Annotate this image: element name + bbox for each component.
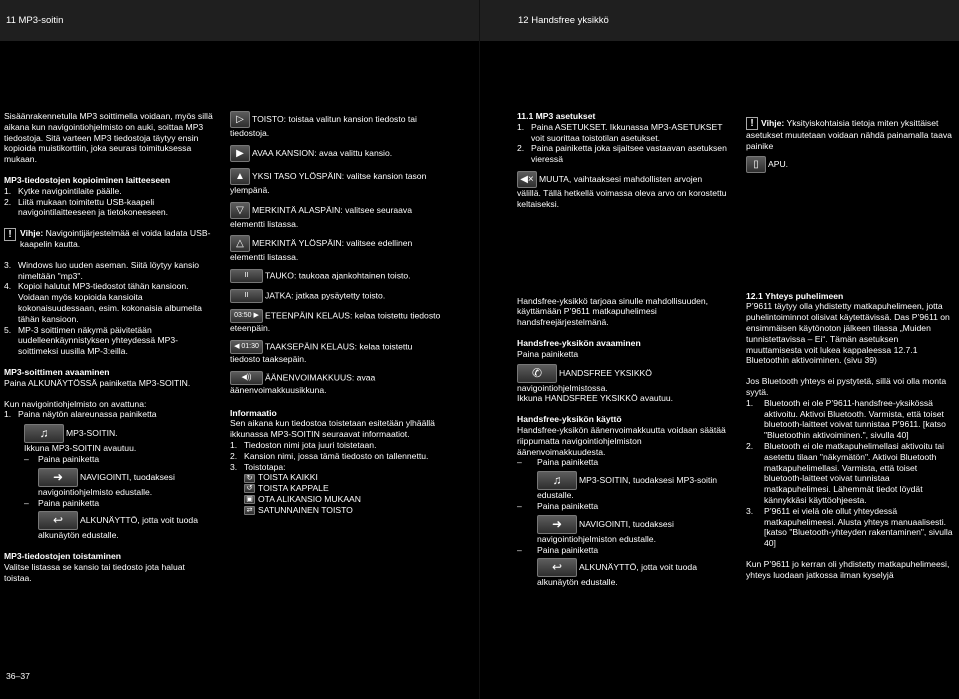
nav-step: 1. Paina näytön alareunassa painiketta <box>4 409 157 420</box>
change-row: ◀× MUUTA, vaihtaaksesi mahdollisten arvojen välillä. Tällä hetkellä voimassa oleva arvo on korostettu keltaiseksi. <box>517 171 727 210</box>
copy-heading: MP3-tiedostojen kopioiminen laitteeseen <box>4 174 171 185</box>
return-arrow-icon[interactable]: ↩ <box>38 511 78 530</box>
home-button-row: ↩ ALKUNÄYTTÖ, jotta voit tuoda alkunäytön edustalle. <box>537 560 697 588</box>
calls-heading: 12.1 Yhteys puhelimeen <box>746 290 844 301</box>
home-button-row: ↩ ALKUNÄYTTÖ, jotta voit tuoda alkunäytön edustalle. <box>38 513 198 541</box>
reset-text: Kun P’9611 jo kerran oli yhdistetty matkapuhelimeesi, yhteys luodaan jatkossa ilman kyselyjä <box>746 558 950 580</box>
apu-button-row: ▯ APU. <box>746 156 954 173</box>
left-page <box>0 0 479 699</box>
hf-use-text: Handsfree-yksikön äänenvoimakkuutta voidaan säätää riippumatta navigointiohjelmiston äänenvoimakkuudesta. <box>517 424 726 457</box>
return-arrow-icon[interactable]: ↩ <box>537 558 577 577</box>
shuffle-icon: ⇄ <box>244 506 255 515</box>
bt-step: 1. Bluetooth ei ole P’9611-handsfree-yksikössä aktivoitu. Aktivoi Bluetooth. Varmista, että toiset bluetooth-laitteet voivat tunnistaa P’9611. [katso "Bluetoothin aktivoiminen.", sivulla 40] <box>746 397 946 441</box>
arrow-up-icon[interactable]: △ <box>230 235 250 252</box>
warning-icon: ! <box>746 117 758 130</box>
info-text: Sen aikana kun tiedostoa toistetaan esitetään ylhäällä ikkunassa MP3-SOITIN seuraavat informaatiot. <box>230 418 435 440</box>
arrow-right-icon[interactable]: ➜ <box>38 468 78 487</box>
control-item: ▽ MERKINTÄ ALASPÄIN: valitsee seuraava elementti listassa. <box>230 202 442 230</box>
folder-up-icon[interactable]: ▲ <box>230 168 250 185</box>
control-item: ◀ 01:30 TAAKSEPÄIN KELAUS: kelaa toistettu tiedosto taaksepäin. <box>230 341 413 364</box>
page-number: 36–37 <box>6 671 30 681</box>
fast-forward-icon[interactable]: 03:50 ▶ <box>230 309 263 323</box>
info-step: 1. Tiedoston nimi jota juuri toistetaan. <box>230 439 377 450</box>
settings-step: 1. Paina ASETUKSET. Ikkunassa MP3-ASETUKSET voit suorittaa toistotilan asetukset. <box>517 121 723 143</box>
tip-usb: ! Vihje: Navigointijärjestelmää ei voida ladata USB-kaapelin kautta. <box>4 228 214 250</box>
open-text: Paina ALKUNÄYTÖSSÄ painiketta MP3-SOITIN. <box>4 377 191 388</box>
copy-step: 2. Liitä mukaan toimitettu USB-kaapeli navigointilaitteeseen ja tietokoneeseen. <box>4 196 169 218</box>
play-text: Valitse listassa se kansio tai tiedosto jota haluat toistaa. <box>4 561 185 583</box>
mp3-button-row: ♫ MP3-SOITIN. <box>4 424 214 443</box>
control-item: △ MERKINTÄ YLÖSPÄIN: valitsee edellinen elementti listassa. <box>230 235 442 263</box>
control-item: ◀)) ÄÄNENVOIMAKKUUS: avaa äänenvoimakkuusikkuna. <box>230 372 376 395</box>
copy-step: 4. Kopioi halutut MP3-tiedostot tähän kansioon. Voidaan myös kopioida kansioita kokonaisuudessaan, esim. kokonaisia albumeita tähän kansioon. <box>4 281 202 324</box>
hf-open-heading: Handsfree-yksikön avaaminen <box>517 337 641 348</box>
nav-open-text: Kun navigointiohjelmisto on avattuna: <box>4 398 147 409</box>
control-item: II TAUKO: taukoaa ajankohtainen toisto. <box>230 269 442 283</box>
tip-details: ! Vihje: Yksityiskohtaisia tietoja miten yksittäiset asetukset muutetaan voidaan nähdä painamalla taava painike <box>746 117 952 151</box>
dash-item: – Paina painiketta <box>517 457 599 468</box>
mode-item: ↻ TOISTA KAIKKI <box>230 472 442 483</box>
play-heading: MP3-tiedostojen toistaminen <box>4 551 121 562</box>
control-item: II JATKA: jatkaa pysäytetty toisto. <box>230 289 442 303</box>
music-note-icon[interactable]: ♫ <box>24 424 64 443</box>
bt-step: 3. P’9611 ei vielä ole ollut yhteydessä matkapuhelimeesi. Alusta yhteys manuaalisesti. [katso "Bluetooth-yhteyden rakentaminen", sivulla 40] <box>746 505 953 549</box>
right-header <box>480 0 959 41</box>
play-icon[interactable]: ▷ <box>230 111 250 128</box>
arrow-down-icon[interactable]: ▽ <box>230 202 250 219</box>
open-heading: MP3-soittimen avaaminen <box>4 366 110 377</box>
info-step: 2. Kansion nimi, jossa tämä tiedosto on tallennettu. <box>230 450 429 461</box>
repeat-all-icon: ↻ <box>244 474 255 483</box>
right-column-2 <box>746 117 954 581</box>
repeat-one-icon: ↺ <box>244 484 255 493</box>
control-item: ▷ TOISTO: toistaa valitun kansion tiedosto tai tiedostoja. <box>230 111 442 139</box>
settings-heading: 11.1 MP3 asetukset <box>517 111 596 121</box>
speaker-mute-icon[interactable]: ◀× <box>517 171 537 188</box>
copy-step: 5. MP-3 soittimen näkymä päivitetään uudelleenkäynnistyksen yhteydessä MP3-soittimeksi uusilla MP-3:eilla. <box>4 324 179 357</box>
resume-icon[interactable]: II <box>230 289 263 303</box>
hf-open-text: Paina painiketta <box>517 348 579 359</box>
bt-text: Jos Bluetooth yhteys ei pystytetä, sillä voi olla monta syytä. <box>746 376 947 397</box>
mp3-opens: Ikkuna MP3-SOITIN avautuu. <box>24 443 137 454</box>
copy-step: 1. Kytke navigointilaite päälle. <box>4 185 122 196</box>
mp3-button-row: ♫ MP3-SOITIN, tuodaksesi MP3-soitin edustalle. <box>537 473 718 501</box>
help-icon[interactable]: ▯ <box>746 156 766 173</box>
music-note-icon[interactable]: ♫ <box>537 471 577 490</box>
info-step: 3. Toistotapa: <box>230 461 286 472</box>
open-folder-icon[interactable]: ▶ <box>230 145 250 162</box>
subfolder-icon: ▣ <box>244 495 255 504</box>
mode-item: ↺ TOISTA KAPPALE <box>230 483 442 494</box>
dash-item: – Paina painiketta <box>517 500 599 511</box>
hf-button-row: ✆ HANDSFREE YKSIKKÖ navigointiohjelmistossa. <box>517 365 652 393</box>
nav-button-row: ➜ NAVIGOINTI, tuodaksesi navigointiohjelmisto edustalle. <box>38 469 175 497</box>
right-header-title: 12 Handsfree yksikkö <box>518 15 609 26</box>
info-heading: Informaatio <box>230 407 277 418</box>
left-header-title: 11 MP3-soitin <box>6 15 64 26</box>
left-column-2 <box>230 111 442 516</box>
mode-item: ⇄ SATUNNAINEN TOISTO <box>230 505 442 516</box>
pause-icon[interactable]: II <box>230 269 263 283</box>
copy-step: 3. Windows luo uuden aseman. Siitä löytyy kansio nimeltään "mp3". <box>4 259 200 281</box>
hf-opens: Ikkuna HANDSFREE YKSIKKÖ avautuu. <box>517 393 674 404</box>
dash-item: – Paina painiketta <box>24 497 100 508</box>
volume-icon[interactable]: ◀)) <box>230 371 263 385</box>
mode-item: ▣ OTA ALIKANSIO MUKAAN <box>230 494 442 505</box>
hf-use-heading: Handsfree-yksikön käyttö <box>517 414 622 425</box>
calls-text: P’9611 täytyy olla yhdistetty matkapuhelimeen, jotta puhelintoiminnot olisivat käytettävissä. Das P’9611 on ensimmäisen käytönoton jälkeen tilassa „Muiden tunnistettavissa – Ei“. Tämän asetuksen muuttamisesta voit lukea kappaleessa 12.7.1 Bluetoothin aktivoiminen. (sivu 39) <box>746 301 950 366</box>
nav-button-row: ➜ NAVIGOINTI, tuodaksesi navigointiohjelmiston edustalle. <box>537 516 674 544</box>
control-item: ▶ AVAA KANSION: avaa valittu kansio. <box>230 145 442 162</box>
arrow-right-icon[interactable]: ➜ <box>537 515 577 534</box>
hf-intro: Handsfree-yksikkö tarjoaa sinulle mahdollisuuden, käyttämään P’9611 matkapuhelimesi handsfreejärjestelmänä. <box>517 295 709 328</box>
bt-step: 2. Bluetooth ei ole matkapuhelimellasi aktivoitu tai asetettu tilaan "näkymätön". Aktivoi Bluetooth matkapuhelimellasi. Varmista, että toiset bluetooth-laitteet voivat tunnistaa matkapuhelimesi. Lähemmät tiedot löydät kännykkäsi käyttöohjeesta. <box>746 440 945 505</box>
left-header <box>0 0 479 41</box>
dash-item: – Paina painiketta <box>517 544 599 555</box>
control-item: 03:50 ▶ ETEENPÄIN KELAUS: kelaa toistettu tiedosto eteenpäin. <box>230 310 441 334</box>
control-item: ▲ YKSI TASO YLÖSPÄIN: valitse kansion tason ylempänä. <box>230 168 442 196</box>
right-page <box>480 0 959 699</box>
rewind-icon[interactable]: ◀ 01:30 <box>230 340 263 354</box>
mp3-intro: Sisäänrakennetulla MP3 soittimella voidaan, myös sillä aikana kun navigointiohjelmisto on auki, soittaa MP3 tiedostoja. Sitä varteen MP3 tiedostoja täytyy ensin kopioida muistikorttiin, joka seurasi toimituksessa mukaan. <box>4 111 213 165</box>
left-column-1 <box>4 111 214 584</box>
warning-icon: ! <box>4 228 16 241</box>
dash-item: – Paina painiketta <box>24 453 100 464</box>
settings-step: 2. Paina painiketta joka sijaitsee vastaavan asetuksen vieressä <box>517 143 727 165</box>
phone-icon[interactable]: ✆ <box>517 364 557 383</box>
right-column-1 <box>517 111 727 588</box>
